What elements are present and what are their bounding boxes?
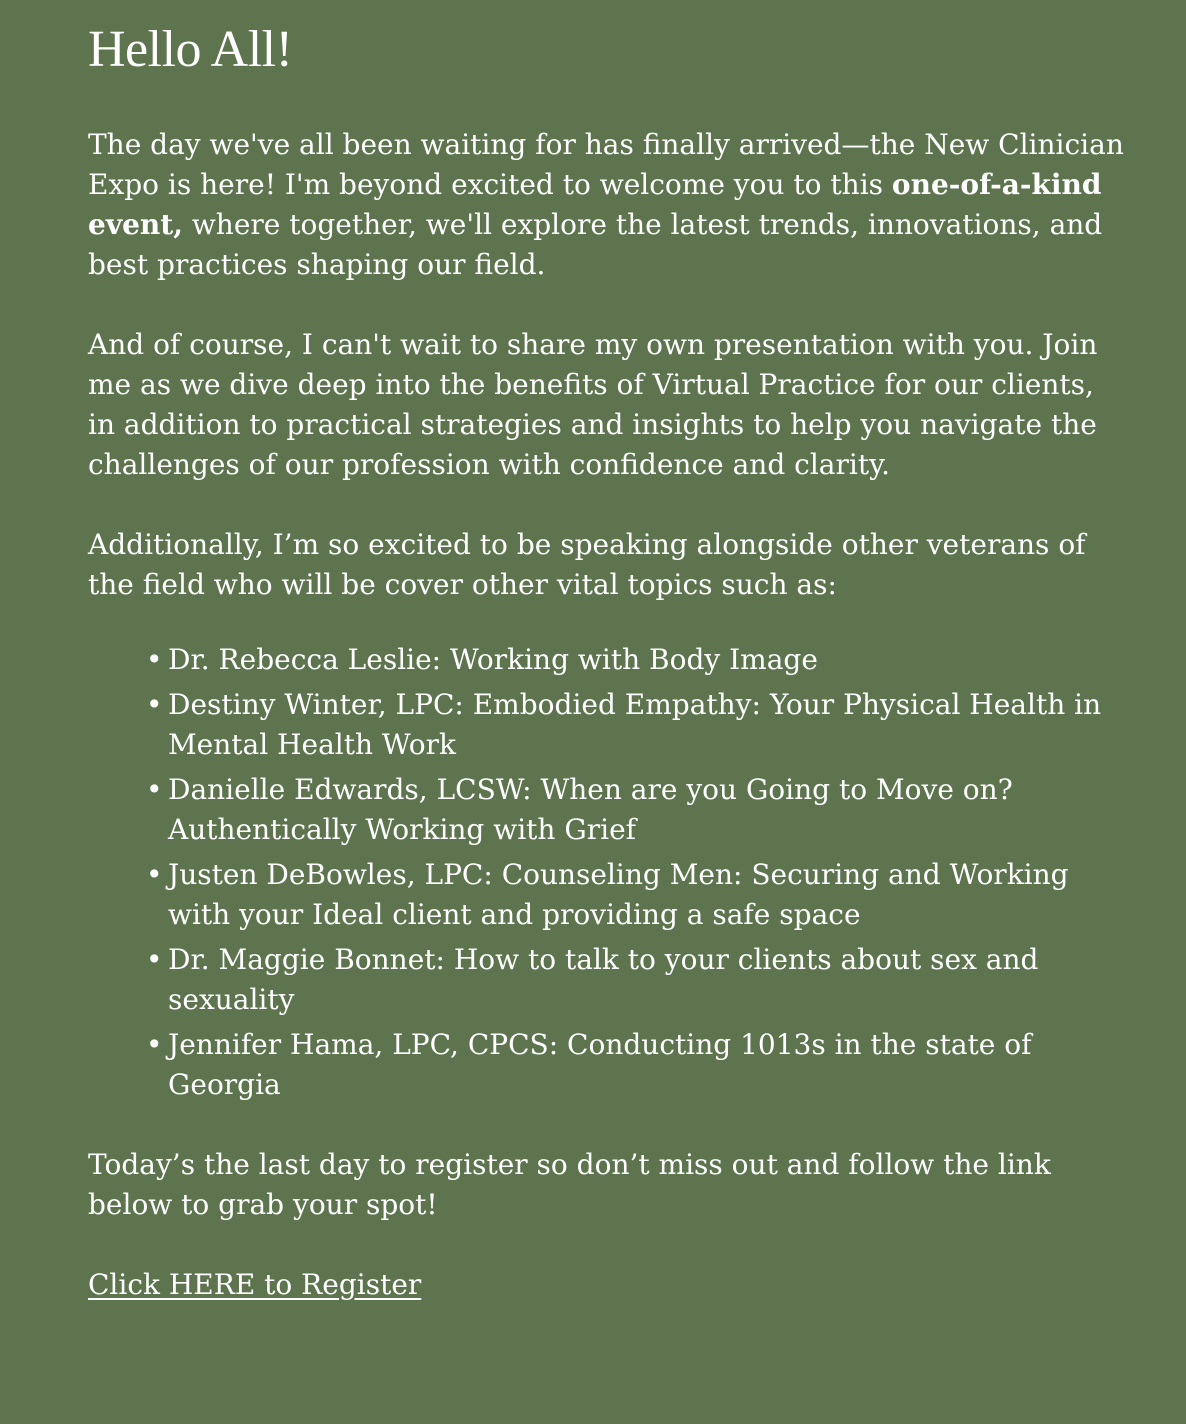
speakers-intro-paragraph: Additionally, I’m so excited to be speaking alongside other veterans of the field who will be cover other vital topics such as: xyxy=(88,528,1086,601)
speaker-text: Justen DeBowles, LPC: Counseling Men: Securing and Working with your Ideal client and providing a safe space xyxy=(168,858,1069,931)
greeting-heading: Hello All! xyxy=(88,21,293,78)
intro-paragraph xyxy=(88,125,1126,285)
intro-bold-text: one-of-a-kind event, xyxy=(88,168,1102,241)
speaker-text: Destiny Winter, LPC: Embodied Empathy: Your Physical Health in Mental Health Work xyxy=(168,688,1102,761)
intro-text-start: The day we've all been waiting for has finally arrived—the New Clinician Expo is here! I'm beyond excited to welcome you to this xyxy=(88,128,1124,201)
bullet-icon: • xyxy=(146,1028,163,1061)
register-reminder-paragraph: Today’s the last day to register so don’t miss out and follow the link below to grab your spot! xyxy=(88,1148,1051,1221)
presentation-paragraph: And of course, I can't wait to share my own presentation with you. Join me as we dive deep into the benefits of Virtual Practice for our clients, in addition to practical strategies and insights to help you navigate the challenges of our profession with confidence and clarity. xyxy=(88,328,1098,481)
speaker-text: Dr. Rebecca Leslie: Working with Body Image xyxy=(168,643,818,676)
speaker-list-item xyxy=(146,940,1126,1020)
speaker-list-item xyxy=(146,685,1126,765)
speaker-list-item xyxy=(146,640,1126,680)
bullet-icon: • xyxy=(146,773,163,806)
bullet-icon: • xyxy=(146,688,163,721)
register-link-row xyxy=(88,1265,1126,1305)
bullet-icon: • xyxy=(146,943,163,976)
speaker-list-item xyxy=(146,1025,1126,1105)
speaker-text: Dr. Maggie Bonnet: How to talk to your clients about sex and sexuality xyxy=(168,943,1039,1016)
speaker-list xyxy=(88,640,1126,1105)
register-link[interactable]: Click HERE to Register xyxy=(88,1268,422,1301)
speaker-text: Danielle Edwards, LCSW: When are you Going to Move on? Authentically Working with Grief xyxy=(168,773,1013,846)
bullet-icon: • xyxy=(146,858,163,891)
intro-text-end: where together, we'll explore the latest trends, innovations, and best practices shaping our field. xyxy=(88,208,1103,281)
speaker-list-item xyxy=(146,770,1126,850)
speaker-list-item xyxy=(146,855,1126,935)
bullet-icon: • xyxy=(146,643,163,676)
speaker-text: Jennifer Hama, LPC, CPCS: Conducting 1013s in the state of Georgia xyxy=(168,1028,1032,1101)
